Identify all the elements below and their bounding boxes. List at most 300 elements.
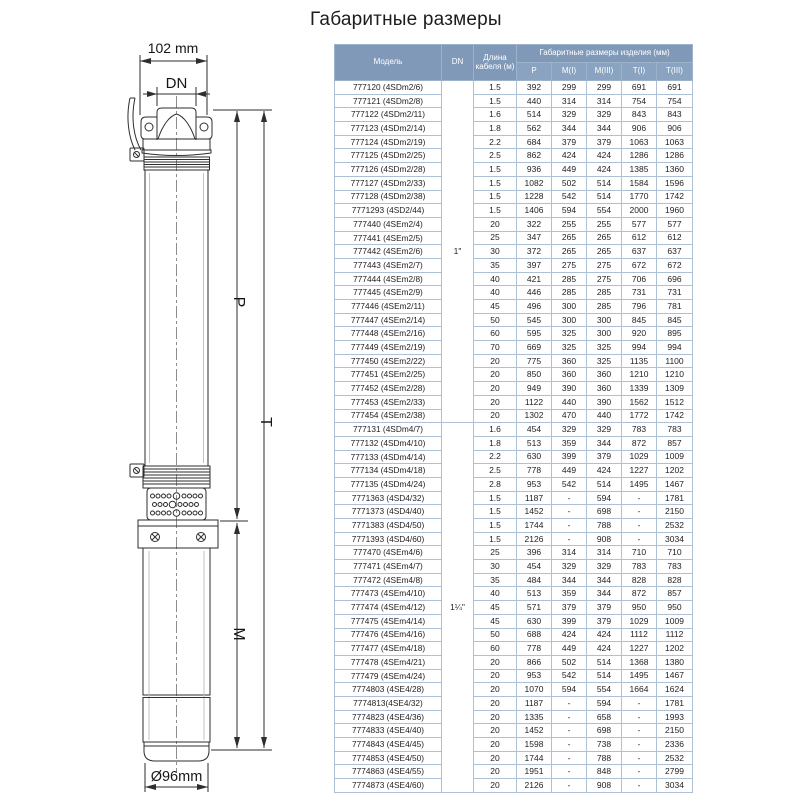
cell-value: 285 bbox=[552, 272, 587, 286]
cell-value: 1.5 bbox=[474, 532, 517, 546]
cell-value: 40 bbox=[474, 272, 517, 286]
cell-value: 390 bbox=[587, 395, 622, 409]
cell-value: 1.5 bbox=[474, 505, 517, 519]
cell-value: 908 bbox=[587, 532, 622, 546]
cell-value: 866 bbox=[517, 655, 552, 669]
cell-value: 1187 bbox=[517, 491, 552, 505]
cell-value: 594 bbox=[587, 696, 622, 710]
cell-value: 3034 bbox=[657, 532, 693, 546]
cell-value: 449 bbox=[552, 163, 587, 177]
cell-value: 20 bbox=[474, 696, 517, 710]
cell-value: 1772 bbox=[622, 409, 657, 423]
cell-value: 577 bbox=[657, 217, 693, 231]
cell-value: 1452 bbox=[517, 505, 552, 519]
cell-value: - bbox=[622, 765, 657, 779]
cell-value: 1624 bbox=[657, 683, 693, 697]
cell-value: 379 bbox=[587, 450, 622, 464]
table-row bbox=[335, 300, 693, 314]
cell-value: 2000 bbox=[622, 204, 657, 218]
cell-model: 7771383 (4SD4/50) bbox=[335, 519, 442, 533]
cell-value: 392 bbox=[517, 81, 552, 95]
cell-value: 2532 bbox=[657, 519, 693, 533]
cell-value: - bbox=[552, 696, 587, 710]
cell-value: 1467 bbox=[657, 669, 693, 683]
cell-value: 862 bbox=[517, 149, 552, 163]
cell-value: 1562 bbox=[622, 395, 657, 409]
cell-value: 285 bbox=[587, 300, 622, 314]
cell-value: - bbox=[552, 505, 587, 519]
cell-value: 1.5 bbox=[474, 94, 517, 108]
cell-value: 40 bbox=[474, 587, 517, 601]
cell-value: 738 bbox=[587, 738, 622, 752]
cell-model: 7774833 (4SE4/40) bbox=[335, 724, 442, 738]
cell-value: 360 bbox=[552, 368, 587, 382]
cell-value: - bbox=[552, 751, 587, 765]
cell-value: 440 bbox=[552, 395, 587, 409]
cell-value: 300 bbox=[587, 313, 622, 327]
cell-value: 1452 bbox=[517, 724, 552, 738]
cell-value: 285 bbox=[552, 286, 587, 300]
table-row bbox=[335, 204, 693, 218]
cell-value: 255 bbox=[552, 217, 587, 231]
cell-model: 777126 (4SDm2/28) bbox=[335, 163, 442, 177]
cell-value: 255 bbox=[587, 217, 622, 231]
cell-value: 691 bbox=[657, 81, 693, 95]
cell-value: 595 bbox=[517, 327, 552, 341]
table-row bbox=[335, 477, 693, 491]
cell-value: 360 bbox=[587, 368, 622, 382]
cell-value: 1744 bbox=[517, 519, 552, 533]
cell-value: 359 bbox=[552, 587, 587, 601]
cell-model: 777442 (4SEm2/6) bbox=[335, 245, 442, 259]
cell-value: 35 bbox=[474, 573, 517, 587]
cell-value: 1742 bbox=[657, 409, 693, 423]
cell-value: 1406 bbox=[517, 204, 552, 218]
cell-value: 731 bbox=[622, 286, 657, 300]
cell-value: 843 bbox=[657, 108, 693, 122]
cell-value: 1227 bbox=[622, 642, 657, 656]
cell-value: - bbox=[622, 505, 657, 519]
cell-value: 637 bbox=[622, 245, 657, 259]
table-row bbox=[335, 779, 693, 793]
table-row bbox=[335, 696, 693, 710]
cell-value: - bbox=[552, 519, 587, 533]
cell-value: 329 bbox=[552, 423, 587, 437]
cell-value: 20 bbox=[474, 217, 517, 231]
cell-value: 329 bbox=[552, 560, 587, 574]
cell-value: 950 bbox=[657, 601, 693, 615]
cell-value: 360 bbox=[552, 354, 587, 368]
cell-value: 1.5 bbox=[474, 176, 517, 190]
cell-value: 1960 bbox=[657, 204, 693, 218]
table-row bbox=[335, 738, 693, 752]
cell-value: - bbox=[622, 738, 657, 752]
cell-value: 514 bbox=[587, 190, 622, 204]
cell-value: 630 bbox=[517, 450, 552, 464]
table-row bbox=[335, 245, 693, 259]
cell-model: 777441 (4SEm2/5) bbox=[335, 231, 442, 245]
cell-model: 7774813(4SE4/32) bbox=[335, 696, 442, 710]
cell-value: 1512 bbox=[657, 395, 693, 409]
cell-value: 70 bbox=[474, 341, 517, 355]
col-header-m3: M(III) bbox=[587, 63, 622, 81]
cell-value: 684 bbox=[517, 135, 552, 149]
cell-value: 594 bbox=[587, 491, 622, 505]
cell-value: 1.6 bbox=[474, 423, 517, 437]
cell-value: 2336 bbox=[657, 738, 693, 752]
cell-value: 754 bbox=[657, 94, 693, 108]
cell-value: 314 bbox=[587, 94, 622, 108]
cell-value: - bbox=[552, 779, 587, 793]
pump-dimension-diagram bbox=[0, 0, 300, 800]
cell-value: 1210 bbox=[657, 368, 693, 382]
cell-value: 1.5 bbox=[474, 491, 517, 505]
cell-value: 1187 bbox=[517, 696, 552, 710]
cell-value: 325 bbox=[587, 341, 622, 355]
cell-value: 542 bbox=[552, 477, 587, 491]
cell-model: 777453 (4SEm2/33) bbox=[335, 395, 442, 409]
cell-value: 20 bbox=[474, 669, 517, 683]
cell-value: 20 bbox=[474, 765, 517, 779]
cell-value: 1286 bbox=[622, 149, 657, 163]
table-row bbox=[335, 135, 693, 149]
cell-value: 379 bbox=[552, 601, 587, 615]
cell-value: 688 bbox=[517, 628, 552, 642]
cell-dn: 1¼" bbox=[442, 423, 474, 793]
cell-model: 777473 (4SEm4/10) bbox=[335, 587, 442, 601]
cell-value: 571 bbox=[517, 601, 552, 615]
cell-value: - bbox=[552, 765, 587, 779]
cell-value: 514 bbox=[517, 108, 552, 122]
dim-right bbox=[211, 110, 274, 750]
cell-value: 906 bbox=[657, 122, 693, 136]
cell-value: 754 bbox=[622, 94, 657, 108]
cell-value: 994 bbox=[622, 341, 657, 355]
spec-table bbox=[334, 44, 693, 793]
cell-model: 777132 (4SDm4/10) bbox=[335, 436, 442, 450]
cell-value: 788 bbox=[587, 519, 622, 533]
cell-value: 1309 bbox=[657, 382, 693, 396]
cell-value: 2.2 bbox=[474, 450, 517, 464]
cell-value: 920 bbox=[622, 327, 657, 341]
cell-value: 45 bbox=[474, 300, 517, 314]
cell-model: 777454 (4SEm2/38) bbox=[335, 409, 442, 423]
cell-value: 265 bbox=[587, 231, 622, 245]
cell-value: 783 bbox=[622, 560, 657, 574]
cell-value: 1598 bbox=[517, 738, 552, 752]
cell-value: - bbox=[622, 779, 657, 793]
cell-value: 672 bbox=[622, 258, 657, 272]
cell-value: 1210 bbox=[622, 368, 657, 382]
cell-model: 777123 (4SDm2/14) bbox=[335, 122, 442, 136]
cell-model: 777448 (4SEm2/16) bbox=[335, 327, 442, 341]
cell-value: 731 bbox=[657, 286, 693, 300]
cell-value: 658 bbox=[587, 710, 622, 724]
cell-model: 7774803 (4SE4/28) bbox=[335, 683, 442, 697]
cell-value: 421 bbox=[517, 272, 552, 286]
table-row bbox=[335, 519, 693, 533]
cell-value: 513 bbox=[517, 587, 552, 601]
cell-value: 691 bbox=[622, 81, 657, 95]
cell-value: 424 bbox=[587, 163, 622, 177]
cell-value: 637 bbox=[657, 245, 693, 259]
cell-value: 424 bbox=[587, 149, 622, 163]
cell-value: 1744 bbox=[517, 751, 552, 765]
cell-model: 777125 (4SDm2/25) bbox=[335, 149, 442, 163]
cell-model: 7774863 (4SE4/55) bbox=[335, 765, 442, 779]
cell-value: 397 bbox=[517, 258, 552, 272]
cell-value: 300 bbox=[587, 327, 622, 341]
cell-value: 379 bbox=[552, 135, 587, 149]
cell-value: 314 bbox=[552, 94, 587, 108]
cell-value: 314 bbox=[587, 546, 622, 560]
cell-value: 325 bbox=[552, 341, 587, 355]
cell-value: 669 bbox=[517, 341, 552, 355]
cell-value: 470 bbox=[552, 409, 587, 423]
cell-value: - bbox=[622, 751, 657, 765]
cell-value: 20 bbox=[474, 395, 517, 409]
cell-value: 50 bbox=[474, 628, 517, 642]
cell-value: 329 bbox=[587, 108, 622, 122]
cell-model: 777121 (4SDm2/8) bbox=[335, 94, 442, 108]
table-row bbox=[335, 655, 693, 669]
table-row bbox=[335, 395, 693, 409]
cell-value: 399 bbox=[552, 450, 587, 464]
cell-value: 953 bbox=[517, 477, 552, 491]
cell-model: 7771373 (4SD4/40) bbox=[335, 505, 442, 519]
cell-value: 20 bbox=[474, 738, 517, 752]
cell-model: 7771363 (4SD4/32) bbox=[335, 491, 442, 505]
cell-value: 2799 bbox=[657, 765, 693, 779]
cell-value: 936 bbox=[517, 163, 552, 177]
cell-value: 1335 bbox=[517, 710, 552, 724]
cell-value: 698 bbox=[587, 724, 622, 738]
table-row bbox=[335, 464, 693, 478]
cell-value: 950 bbox=[622, 601, 657, 615]
cell-value: 850 bbox=[517, 368, 552, 382]
cell-model: 7774843 (4SE4/45) bbox=[335, 738, 442, 752]
cell-value: - bbox=[552, 532, 587, 546]
cell-value: 843 bbox=[622, 108, 657, 122]
col-header-dn: DN bbox=[442, 45, 474, 81]
table-row bbox=[335, 560, 693, 574]
table-row bbox=[335, 710, 693, 724]
cell-model: 777474 (4SEm4/12) bbox=[335, 601, 442, 615]
cell-model: 777479 (4SEm4/24) bbox=[335, 669, 442, 683]
cell-value: 372 bbox=[517, 245, 552, 259]
cell-model: 777135 (4SDm4/24) bbox=[335, 477, 442, 491]
cell-value: 2.8 bbox=[474, 477, 517, 491]
cell-value: - bbox=[552, 724, 587, 738]
table-row bbox=[335, 409, 693, 423]
cell-value: 344 bbox=[552, 122, 587, 136]
cell-value: 545 bbox=[517, 313, 552, 327]
cell-value: 1122 bbox=[517, 395, 552, 409]
cell-value: 325 bbox=[552, 327, 587, 341]
cell-model: 777440 (4SEm2/4) bbox=[335, 217, 442, 231]
table-row bbox=[335, 532, 693, 546]
cell-value: 828 bbox=[622, 573, 657, 587]
cell-value: 446 bbox=[517, 286, 552, 300]
cell-value: 314 bbox=[552, 546, 587, 560]
cell-value: 1.6 bbox=[474, 108, 517, 122]
cell-value: 30 bbox=[474, 245, 517, 259]
cell-value: 424 bbox=[552, 628, 587, 642]
cell-value: 502 bbox=[552, 176, 587, 190]
cell-value: 1082 bbox=[517, 176, 552, 190]
table-row bbox=[335, 313, 693, 327]
cell-value: 1.5 bbox=[474, 163, 517, 177]
table-row bbox=[335, 614, 693, 628]
cell-value: - bbox=[622, 710, 657, 724]
diameter-label: Ø96mm bbox=[150, 769, 203, 785]
table-row bbox=[335, 436, 693, 450]
cell-value: 20 bbox=[474, 751, 517, 765]
col-header-group: Габаритные размеры изделия (мм) bbox=[517, 45, 693, 63]
cell-value: 344 bbox=[587, 122, 622, 136]
cell-value: 706 bbox=[622, 272, 657, 286]
cell-value: 440 bbox=[587, 409, 622, 423]
cell-model: 7774853 (4SE4/50) bbox=[335, 751, 442, 765]
cell-value: 60 bbox=[474, 327, 517, 341]
cell-value: 40 bbox=[474, 286, 517, 300]
page-title: Габаритные размеры bbox=[310, 9, 502, 30]
cell-value: 1.5 bbox=[474, 519, 517, 533]
table-row bbox=[335, 163, 693, 177]
cell-value: 399 bbox=[552, 614, 587, 628]
table-row bbox=[335, 546, 693, 560]
table-row bbox=[335, 81, 693, 95]
cell-model: 777472 (4SEm4/8) bbox=[335, 573, 442, 587]
cell-value: 502 bbox=[552, 655, 587, 669]
cell-value: 1063 bbox=[657, 135, 693, 149]
cell-model: 777124 (4SDm2/19) bbox=[335, 135, 442, 149]
cell-value: 454 bbox=[517, 423, 552, 437]
cell-model: 777447 (4SEm2/14) bbox=[335, 313, 442, 327]
dim-diameter bbox=[145, 763, 208, 792]
cell-value: 1302 bbox=[517, 409, 552, 423]
cell-value: 1993 bbox=[657, 710, 693, 724]
cell-value: 275 bbox=[587, 272, 622, 286]
cell-model: 777446 (4SEm2/11) bbox=[335, 300, 442, 314]
col-header-t3: T(III) bbox=[657, 63, 693, 81]
cell-value: 612 bbox=[622, 231, 657, 245]
cell-value: 612 bbox=[657, 231, 693, 245]
table-row bbox=[335, 176, 693, 190]
cell-value: 2126 bbox=[517, 532, 552, 546]
cell-value: 20 bbox=[474, 779, 517, 793]
cell-model: 777478 (4SEm4/21) bbox=[335, 655, 442, 669]
cell-value: 20 bbox=[474, 710, 517, 724]
table-row bbox=[335, 354, 693, 368]
cell-value: 554 bbox=[587, 204, 622, 218]
cell-value: 783 bbox=[657, 560, 693, 574]
cell-value: 50 bbox=[474, 313, 517, 327]
cell-value: 1063 bbox=[622, 135, 657, 149]
cell-model: 777476 (4SEm4/16) bbox=[335, 628, 442, 642]
cell-value: 554 bbox=[587, 683, 622, 697]
motor-flange bbox=[138, 520, 218, 548]
cell-value: 577 bbox=[622, 217, 657, 231]
col-header-t1: T(I) bbox=[622, 63, 657, 81]
cell-value: - bbox=[622, 519, 657, 533]
cell-value: 1781 bbox=[657, 696, 693, 710]
cell-value: 698 bbox=[587, 505, 622, 519]
cell-value: 594 bbox=[552, 683, 587, 697]
cell-value: 347 bbox=[517, 231, 552, 245]
cell-value: 562 bbox=[517, 122, 552, 136]
cell-value: - bbox=[622, 532, 657, 546]
cell-value: 1228 bbox=[517, 190, 552, 204]
spec-table-head bbox=[335, 45, 693, 81]
cell-value: 265 bbox=[552, 231, 587, 245]
cell-value: 360 bbox=[587, 382, 622, 396]
table-row bbox=[335, 258, 693, 272]
cell-value: 1.8 bbox=[474, 436, 517, 450]
cell-value: 424 bbox=[587, 628, 622, 642]
table-row bbox=[335, 190, 693, 204]
table-row bbox=[335, 423, 693, 437]
cell-value: 1339 bbox=[622, 382, 657, 396]
cell-model: 777450 (4SEm2/22) bbox=[335, 354, 442, 368]
cell-value: 781 bbox=[657, 300, 693, 314]
cell-value: 953 bbox=[517, 669, 552, 683]
cell-value: 379 bbox=[587, 614, 622, 628]
cell-value: 2.2 bbox=[474, 135, 517, 149]
table-row bbox=[335, 628, 693, 642]
col-header-m1: M(I) bbox=[552, 63, 587, 81]
table-row bbox=[335, 382, 693, 396]
cell-value: 994 bbox=[657, 341, 693, 355]
cell-value: 514 bbox=[587, 477, 622, 491]
cell-value: 1.8 bbox=[474, 122, 517, 136]
cell-value: 513 bbox=[517, 436, 552, 450]
cell-value: 1584 bbox=[622, 176, 657, 190]
cell-model: 7774823 (4SE4/36) bbox=[335, 710, 442, 724]
cell-value: 440 bbox=[517, 94, 552, 108]
cell-value: 783 bbox=[622, 423, 657, 437]
cell-value: 845 bbox=[657, 313, 693, 327]
dn-label: DN bbox=[165, 75, 188, 92]
cell-value: 796 bbox=[622, 300, 657, 314]
table-row bbox=[335, 149, 693, 163]
cell-value: 1385 bbox=[622, 163, 657, 177]
cell-value: 275 bbox=[587, 258, 622, 272]
cell-value: 1135 bbox=[622, 354, 657, 368]
cell-value: 828 bbox=[657, 573, 693, 587]
cell-model: 7771293 (4SD2/44) bbox=[335, 204, 442, 218]
p-dim-label: P bbox=[230, 296, 247, 308]
cell-value: 322 bbox=[517, 217, 552, 231]
table-row bbox=[335, 601, 693, 615]
cell-value: 710 bbox=[657, 546, 693, 560]
table-row bbox=[335, 751, 693, 765]
cell-value: 2150 bbox=[657, 724, 693, 738]
cell-value: 1009 bbox=[657, 614, 693, 628]
cell-value: 344 bbox=[587, 573, 622, 587]
cell-value: 424 bbox=[587, 464, 622, 478]
cell-value: 3034 bbox=[657, 779, 693, 793]
cell-value: 424 bbox=[552, 149, 587, 163]
col-header-p: P bbox=[517, 63, 552, 81]
cell-value: 20 bbox=[474, 724, 517, 738]
cell-value: 390 bbox=[552, 382, 587, 396]
cell-value: 2150 bbox=[657, 505, 693, 519]
cell-value: 514 bbox=[587, 655, 622, 669]
cell-value: 1360 bbox=[657, 163, 693, 177]
cell-value: 872 bbox=[622, 436, 657, 450]
cell-value: 1112 bbox=[622, 628, 657, 642]
